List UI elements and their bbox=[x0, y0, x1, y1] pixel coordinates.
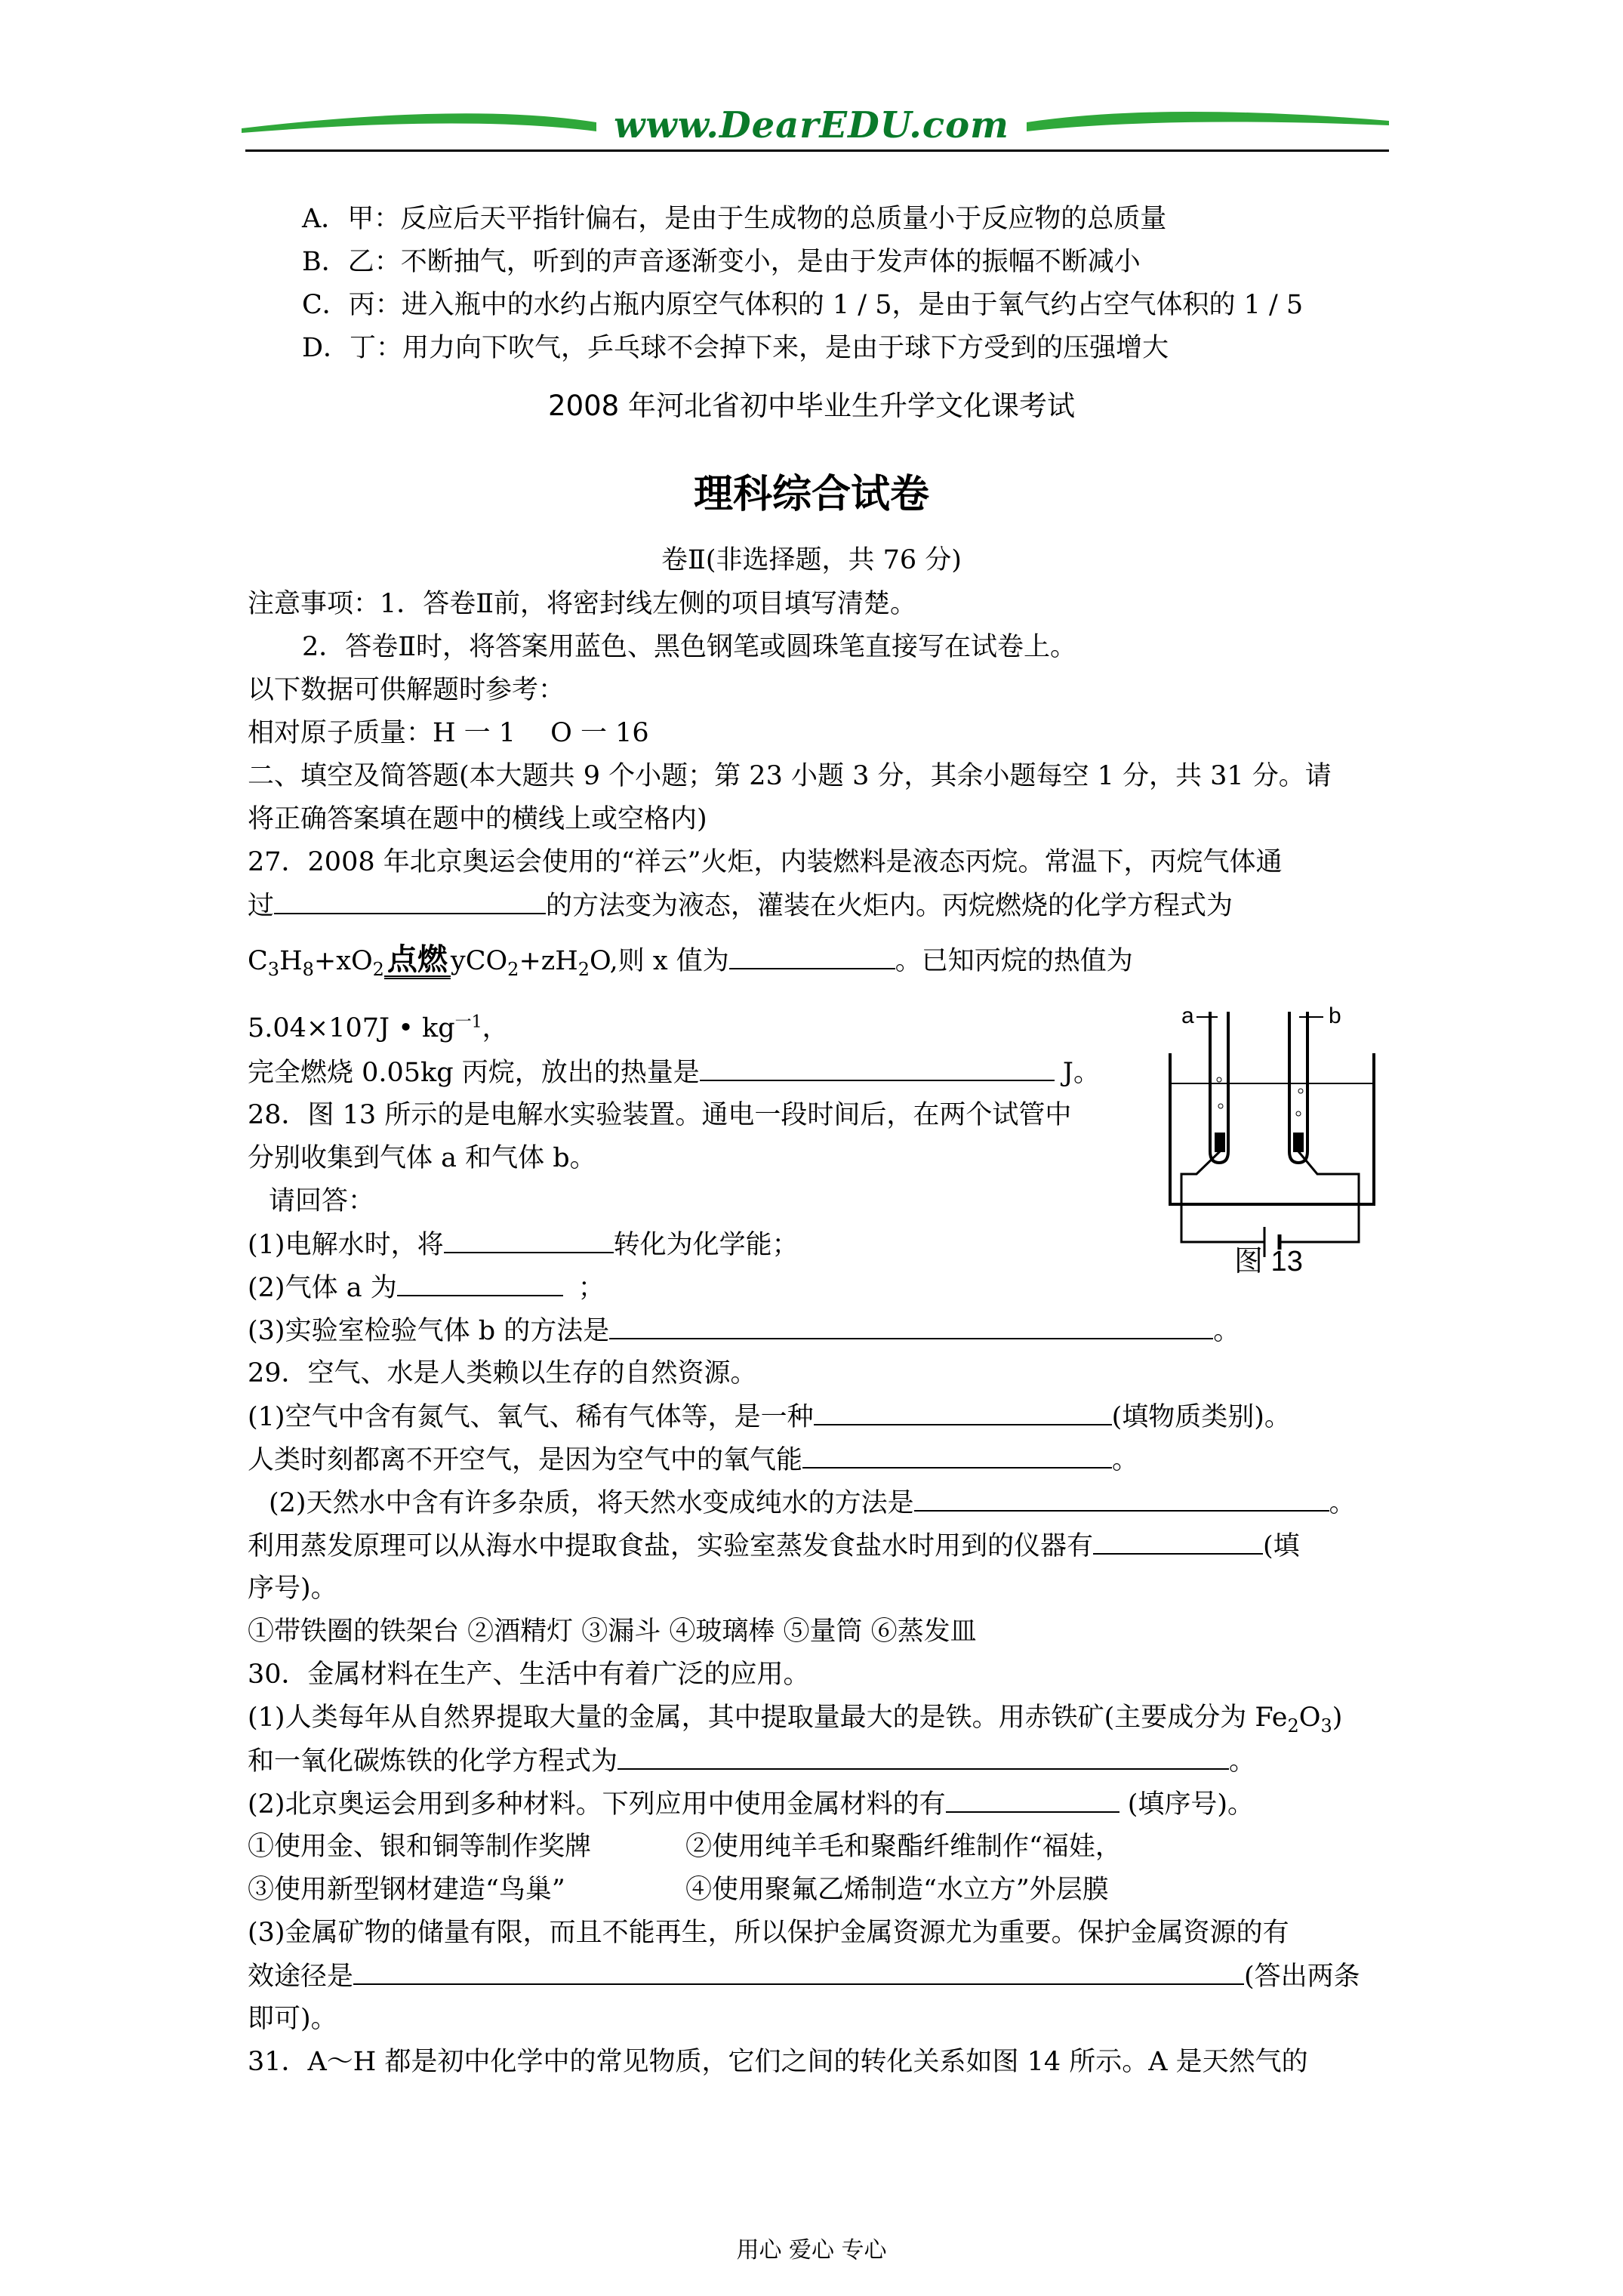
q28-blank-3[interactable] bbox=[609, 1315, 1213, 1339]
site-logo-text: www.DearEDU.com bbox=[614, 104, 1009, 146]
q29-text: 。 bbox=[1329, 1488, 1356, 1518]
option-c: C．丙：进入瓶中的水约占瓶内原空气体积的 1 / 5，是由于氧气约占空气体积的 1 / 5 bbox=[302, 290, 1304, 320]
atomic-mass: 相对原子质量：H 一 1 O 一 16 bbox=[248, 718, 649, 748]
header-rule bbox=[245, 149, 1389, 152]
q30-option-2: ②使用纯羊毛和聚酯纤维制作“福娃， bbox=[685, 1832, 1122, 1862]
eq-sub: 2 bbox=[507, 959, 519, 980]
fig-label-a: a bbox=[1181, 1003, 1194, 1028]
q30-text: (填序号)。 bbox=[1119, 1789, 1255, 1820]
q27-blank-1[interactable] bbox=[274, 890, 546, 914]
q29-blank-2[interactable] bbox=[802, 1444, 1112, 1469]
q30-option-4: ④使用聚氟乙烯制造“水立方”外层膜 bbox=[685, 1875, 1109, 1905]
notice-2: 2．答卷Ⅱ时，将答案用蓝色、黑色钢笔或圆珠笔直接写在试卷上。 bbox=[302, 632, 1077, 662]
q29-text: (2)天然水中含有许多杂质，将天然水变成纯水的方法是 bbox=[269, 1488, 914, 1518]
q29-blank-1[interactable] bbox=[814, 1401, 1112, 1425]
q29-text: 人类时刻都离不开空气，是因为空气中的氧气能 bbox=[248, 1445, 803, 1475]
notice-1: 注意事项：1．答卷Ⅱ前，将密封线左侧的项目填写清楚。 bbox=[248, 589, 917, 619]
q30-text: (2)北京奥运会用到多种材料。下列应用中使用金属材料的有 bbox=[248, 1789, 946, 1820]
q30-text: 效途径是 bbox=[248, 1962, 354, 1992]
q30-text: 。 bbox=[1229, 1746, 1256, 1777]
eq-text: yCO bbox=[450, 946, 508, 976]
ignite-condition: 点燃 bbox=[384, 944, 451, 979]
reference-data-label: 以下数据可供解题时参考： bbox=[248, 675, 565, 705]
q30-part-3c: 即可)。 bbox=[248, 2004, 337, 2034]
eq-text: O,则 x 值为 bbox=[590, 946, 729, 976]
q28-text: 。 bbox=[1213, 1316, 1240, 1346]
q27-heat-exponent: 一1 bbox=[454, 1012, 482, 1032]
eq-text: H bbox=[279, 946, 303, 976]
q27-text: 完全燃烧 0.05kg 丙烷，放出的热量是 bbox=[248, 1058, 700, 1088]
q30-part-1 bbox=[248, 1703, 1395, 1737]
electrolysis-apparatus-diagram bbox=[1159, 1000, 1385, 1280]
q27-heat-punct: ， bbox=[482, 1013, 509, 1043]
q27-text: 的方法变为液态，灌装在火炬内。丙烷燃烧的化学方程式为 bbox=[546, 891, 1233, 921]
eq-text: +zH bbox=[519, 946, 578, 976]
q30-part-3b bbox=[248, 1961, 1395, 1992]
q29-blank-3[interactable] bbox=[914, 1487, 1329, 1512]
q28-text: (3)实验室检验气体 b 的方法是 bbox=[248, 1316, 610, 1346]
eq-sub: 3 bbox=[267, 959, 280, 980]
q28-text: 转化为化学能； bbox=[613, 1230, 799, 1260]
q30-text: (答出两条 bbox=[1244, 1962, 1360, 1992]
q30-text: O bbox=[1298, 1703, 1321, 1733]
q30-text: 和一氧化碳炼铁的化学方程式为 bbox=[248, 1746, 618, 1777]
q27-text: 过 bbox=[248, 891, 275, 921]
section-2-heading: 二、填空及简答题(本大题共 9 个小题；第 23 小题 3 分，其余小题每空 1 分，共 31 分。请 bbox=[248, 761, 1332, 791]
section-2-instruction: 将正确答案填在题中的横线上或空格内) bbox=[248, 804, 707, 834]
q29-text: (填物质类别)。 bbox=[1111, 1402, 1291, 1432]
q29-blank-4[interactable] bbox=[1093, 1530, 1263, 1555]
figure-13-caption: 图 13 bbox=[1234, 1246, 1303, 1277]
q28-part-3 bbox=[248, 1315, 1395, 1346]
option-d: D．丁：用力向下吹气，乒乓球不会掉下来，是由于球下方受到的压强增大 bbox=[302, 333, 1169, 363]
q29-text: 。 bbox=[1112, 1445, 1139, 1475]
eq-sub: 2 bbox=[372, 959, 384, 980]
q28-blank-2[interactable] bbox=[397, 1272, 563, 1296]
q29-part-1b bbox=[248, 1444, 1395, 1475]
q30-blank-3[interactable] bbox=[353, 1961, 1244, 1985]
fig-label-b: b bbox=[1329, 1003, 1341, 1028]
q29-instrument-list: ①带铁圈的铁架台 ②酒精灯 ③漏斗 ④玻璃棒 ⑤量筒 ⑥蒸发皿 bbox=[248, 1616, 977, 1647]
q29-line-1: 29．空气、水是人类赖以生存的自然资源。 bbox=[248, 1358, 757, 1388]
q27-text: 。已知丙烷的热值为 bbox=[895, 946, 1133, 976]
eq-text: C bbox=[248, 946, 268, 976]
page-footer: 用心 爱心 专心 bbox=[736, 2237, 887, 2264]
q30-sub: 2 bbox=[1287, 1715, 1299, 1737]
volume-heading: 卷Ⅱ(非选择题，共 76 分) bbox=[661, 545, 962, 575]
q29-part-2c: 序号)。 bbox=[248, 1573, 337, 1604]
q30-blank-1[interactable] bbox=[617, 1746, 1229, 1770]
paper-title: 理科综合试卷 bbox=[693, 472, 929, 517]
q30-option-3: ③使用新型钢材建造“鸟巢” bbox=[248, 1875, 565, 1905]
q30-options-row-1 bbox=[248, 1832, 1395, 1862]
q27-text: J。 bbox=[1054, 1058, 1100, 1088]
exam-title: 2008 年河北省初中毕业生升学文化课考试 bbox=[548, 390, 1075, 422]
q30-part-2 bbox=[248, 1789, 1395, 1820]
q28-prompt: 请回答： bbox=[269, 1186, 375, 1216]
q27-line-1: 27．2008 年北京奥运会使用的“祥云”火炬，内装燃料是液态丙烷。常温下，丙烷气体通 bbox=[248, 847, 1283, 877]
q29-part-2 bbox=[269, 1487, 1416, 1518]
q29-part-2b bbox=[248, 1530, 1395, 1561]
q27-blank-heat[interactable] bbox=[700, 1057, 1055, 1081]
option-a: A．甲：反应后天平指针偏右，是由于生成物的总质量小于反应物的总质量 bbox=[302, 204, 1167, 234]
q31-line-1: 31．A～H 都是初中化学中的常见物质，它们之间的转化关系如图 14 所示。A 是天然气的 bbox=[248, 2047, 1308, 2077]
q30-blank-2[interactable] bbox=[946, 1789, 1119, 1813]
q30-sub: 3 bbox=[1320, 1715, 1332, 1737]
q28-blank-1[interactable] bbox=[444, 1229, 614, 1253]
q28-text: (1)电解水时，将 bbox=[248, 1230, 444, 1260]
q28-text: (2)气体 a 为 bbox=[248, 1273, 397, 1303]
q30-text: ) bbox=[1332, 1703, 1343, 1733]
q27-heat-text: 5.04×107J • kg bbox=[248, 1013, 455, 1043]
eq-text: +xO bbox=[313, 946, 373, 976]
q29-text: 利用蒸发原理可以从海水中提取食盐，实验室蒸发食盐水时用到的仪器有 bbox=[248, 1531, 1094, 1561]
q29-part-1 bbox=[248, 1401, 1395, 1432]
q29-text: (填 bbox=[1263, 1531, 1300, 1561]
q30-part-3: (3)金属矿物的储量有限，而且不能再生，所以保护金属资源尤为重要。保护金属资源的有 bbox=[248, 1918, 1289, 1948]
q28-line-2: 分别收集到气体 a 和气体 b。 bbox=[248, 1143, 596, 1173]
q28-text: ； bbox=[577, 1273, 605, 1303]
q27-blank-x[interactable] bbox=[729, 945, 895, 969]
option-b: B．乙：不断抽气，听到的声音逐渐变小，是由于发声体的振幅不断减小 bbox=[302, 247, 1141, 277]
q30-part-1b bbox=[248, 1746, 1395, 1777]
eq-sub: 2 bbox=[577, 959, 590, 980]
eq-sub: 8 bbox=[302, 959, 314, 980]
q30-line-1: 30．金属材料在生产、生活中有着广泛的应用。 bbox=[248, 1660, 810, 1690]
q27-equation-line bbox=[248, 944, 1395, 979]
q30-options-row-2 bbox=[248, 1875, 1395, 1905]
q28-line-1: 28．图 13 所示的是电解水实验装置。通电一段时间后，在两个试管中 bbox=[248, 1100, 1072, 1130]
q30-option-1: ①使用金、银和铜等制作奖牌 bbox=[248, 1832, 592, 1862]
q30-text: (1)人类每年从自然界提取大量的金属，其中提取量最大的是铁。用赤铁矿(主要成分为 Fe bbox=[248, 1703, 1288, 1733]
q29-text: (1)空气中含有氮气、氧气、稀有气体等，是一种 bbox=[248, 1402, 814, 1432]
q27-line-2 bbox=[248, 890, 1395, 921]
